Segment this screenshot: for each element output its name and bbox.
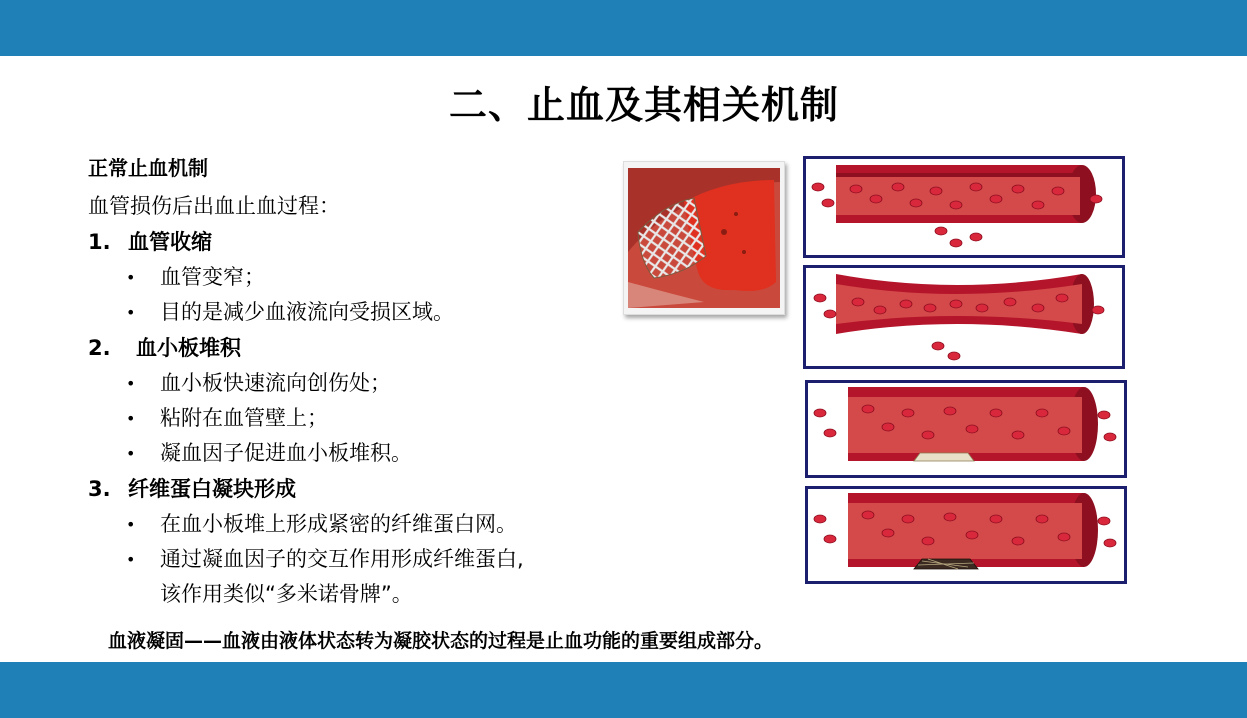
bullet-item (88, 295, 648, 330)
step-label: 血小板堆积 (136, 336, 241, 360)
top-banner (0, 0, 1247, 56)
step-3-heading (88, 471, 648, 507)
intro-text: 血管损伤后出血止血过程： (88, 194, 340, 218)
summary-statement: 血液凝固——血液由液体状态转为凝胶状态的过程是止血功能的重要组成部分。 (108, 630, 774, 652)
bullet-dot: • (126, 374, 136, 393)
bullet-text: 该作用类似“多米诺骨牌”。 (160, 582, 413, 606)
bullet-text: 通过凝血因子的交互作用形成纤维蛋白, (160, 547, 524, 571)
step-number: 1. (88, 230, 111, 254)
page-title: 二、止血及其相关机制 (448, 83, 839, 127)
bullet-item (88, 260, 648, 295)
bullet-text: 血管变窄； (160, 265, 265, 289)
bullet-dot: • (126, 444, 136, 463)
bullet-dot: • (126, 515, 136, 534)
bottom-banner (0, 662, 1247, 718)
vessel-panel-intact (803, 156, 1125, 258)
bullet-item (88, 401, 648, 436)
bullet-item (88, 507, 648, 542)
vessel-panel-constricted (803, 265, 1125, 369)
bullet-text: 血小板快速流向创伤处； (160, 371, 391, 395)
bullet-continuation (88, 577, 648, 612)
step-number: 2. (88, 336, 111, 360)
bullet-item (88, 366, 648, 401)
bullet-text: 凝血因子促进血小板堆积。 (160, 441, 412, 465)
content-block (88, 152, 648, 612)
bullet-dot: • (126, 303, 136, 322)
bullet-dot: • (126, 550, 136, 569)
bullet-dot: • (126, 409, 136, 428)
bullet-text: 目的是减少血液流向受损区域。 (160, 300, 454, 324)
bullet-dot: • (126, 268, 136, 287)
step-2-heading (88, 330, 648, 366)
step-1-heading (88, 224, 648, 260)
vessel-panel-fibrin-clot (805, 486, 1127, 584)
wound-mesh-illustration (623, 161, 785, 315)
step-label: 纤维蛋白凝块形成 (128, 477, 296, 501)
bullet-item (88, 436, 648, 471)
section-title: 正常止血机制 (88, 156, 208, 180)
step-number: 3. (88, 477, 111, 501)
step-label: 血管收缩 (128, 230, 212, 254)
bullet-text: 在血小板堆上形成紧密的纤维蛋白网。 (160, 512, 517, 536)
bullet-item (88, 542, 648, 577)
vessel-panel-platelet-plug (805, 380, 1127, 478)
bullet-text: 粘附在血管壁上； (160, 406, 328, 430)
